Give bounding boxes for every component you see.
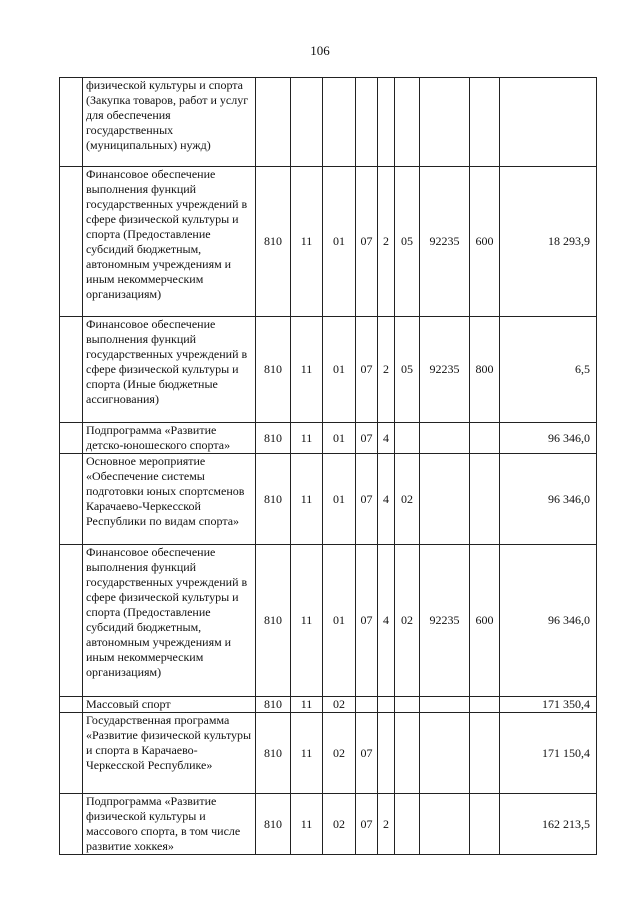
program-code-cell: 07 [356, 423, 378, 454]
program-code-cell: 07 [356, 713, 378, 794]
table-row [60, 713, 597, 794]
amount-cell: 96 346,0 [500, 545, 597, 697]
expense-type-code-cell: 600 [470, 167, 500, 317]
section-code-cell: 11 [291, 545, 323, 697]
subsection-code-cell: 01 [323, 167, 356, 317]
amount-cell: 96 346,0 [500, 423, 597, 454]
expense-type-code-cell [470, 78, 500, 167]
expense-code-cell [420, 423, 470, 454]
table-body [60, 78, 597, 855]
publisher-code-cell: 810 [256, 167, 291, 317]
subprogram-code-cell: 4 [378, 454, 395, 545]
subprogram-code-cell: 2 [378, 794, 395, 855]
item-name-cell: Основное мероприятие «Обеспечение системы подготовки юных спортсменов Карачаево-Черкесской Республики по видам спорта» [83, 454, 256, 545]
blank-index-cell [60, 454, 83, 545]
subprogram-code-cell: 2 [378, 167, 395, 317]
activity-code-cell [395, 794, 420, 855]
table-row [60, 794, 597, 855]
expense-code-cell [420, 78, 470, 167]
activity-code-cell [395, 697, 420, 713]
publisher-code-cell [256, 78, 291, 167]
subprogram-code-cell: 4 [378, 545, 395, 697]
expense-code-cell: 92235 [420, 317, 470, 423]
item-name-cell: Массовый спорт [83, 697, 256, 713]
activity-code-cell: 05 [395, 317, 420, 423]
subprogram-code-cell [378, 697, 395, 713]
budget-table [59, 77, 597, 855]
table-row [60, 423, 597, 454]
publisher-code-cell: 810 [256, 317, 291, 423]
program-code-cell: 07 [356, 167, 378, 317]
expense-type-code-cell [470, 423, 500, 454]
section-code-cell: 11 [291, 454, 323, 545]
subsection-code-cell: 01 [323, 454, 356, 545]
subsection-code-cell: 01 [323, 423, 356, 454]
table-row [60, 317, 597, 423]
program-code-cell [356, 697, 378, 713]
activity-code-cell [395, 78, 420, 167]
blank-index-cell [60, 423, 83, 454]
subsection-code-cell: 01 [323, 545, 356, 697]
item-name-cell: Финансовое обеспечение выполнения функций государственных учреждений в сфере физической культуры и спорта (Иные бюджетные ассигнования) [83, 317, 256, 423]
amount-cell: 18 293,9 [500, 167, 597, 317]
subsection-code-cell [323, 78, 356, 167]
section-code-cell: 11 [291, 317, 323, 423]
publisher-code-cell: 810 [256, 454, 291, 545]
expense-type-code-cell: 800 [470, 317, 500, 423]
item-name-cell: Подпрограмма «Развитие физической культуры и массового спорта, в том числе развитие хоккея» [83, 794, 256, 855]
publisher-code-cell: 810 [256, 697, 291, 713]
amount-cell: 96 346,0 [500, 454, 597, 545]
activity-code-cell: 05 [395, 167, 420, 317]
section-code-cell: 11 [291, 167, 323, 317]
amount-cell: 162 213,5 [500, 794, 597, 855]
blank-index-cell [60, 713, 83, 794]
subsection-code-cell: 02 [323, 713, 356, 794]
section-code-cell: 11 [291, 713, 323, 794]
table-row [60, 167, 597, 317]
item-name-cell: Финансовое обеспечение выполнения функций государственных учреждений в сфере физической культуры и спорта (Предоставление субсидий бюджетным, автономным учреждениям и иным некоммерческим организациям) [83, 167, 256, 317]
section-code-cell: 11 [291, 423, 323, 454]
publisher-code-cell: 810 [256, 713, 291, 794]
expense-type-code-cell [470, 454, 500, 545]
amount-cell: 171 150,4 [500, 713, 597, 794]
publisher-code-cell: 810 [256, 423, 291, 454]
section-code-cell: 11 [291, 794, 323, 855]
expense-code-cell [420, 713, 470, 794]
blank-index-cell [60, 545, 83, 697]
expense-type-code-cell [470, 697, 500, 713]
amount-cell: 171 350,4 [500, 697, 597, 713]
table-row [60, 545, 597, 697]
subprogram-code-cell: 2 [378, 317, 395, 423]
subsection-code-cell: 02 [323, 697, 356, 713]
expense-code-cell: 92235 [420, 167, 470, 317]
program-code-cell: 07 [356, 317, 378, 423]
activity-code-cell: 02 [395, 454, 420, 545]
publisher-code-cell: 810 [256, 794, 291, 855]
program-code-cell [356, 78, 378, 167]
subprogram-code-cell: 4 [378, 423, 395, 454]
blank-index-cell [60, 794, 83, 855]
activity-code-cell [395, 713, 420, 794]
section-code-cell: 11 [291, 697, 323, 713]
activity-code-cell: 02 [395, 545, 420, 697]
expense-code-cell [420, 454, 470, 545]
expense-type-code-cell [470, 794, 500, 855]
page-number: 106 [310, 43, 330, 58]
program-code-cell: 07 [356, 545, 378, 697]
blank-index-cell [60, 317, 83, 423]
item-name-cell: Подпрограмма «Развитие детско-юношеского спорта» [83, 423, 256, 454]
expense-code-cell [420, 697, 470, 713]
expense-type-code-cell: 600 [470, 545, 500, 697]
subprogram-code-cell [378, 78, 395, 167]
program-code-cell: 07 [356, 454, 378, 545]
table-row [60, 697, 597, 713]
subprogram-code-cell [378, 713, 395, 794]
table-row [60, 454, 597, 545]
activity-code-cell [395, 423, 420, 454]
item-name-cell: физической культуры и спорта (Закупка товаров, работ и услуг для обеспечения государственных (муниципальных) нужд) [83, 78, 256, 167]
amount-cell: 6,5 [500, 317, 597, 423]
blank-index-cell [60, 167, 83, 317]
amount-cell [500, 78, 597, 167]
program-code-cell: 07 [356, 794, 378, 855]
item-name-cell: Государственная программа «Развитие физической культуры и спорта в Карачаево-Черкесской Республике» [83, 713, 256, 794]
expense-code-cell: 92235 [420, 545, 470, 697]
section-code-cell [291, 78, 323, 167]
expense-code-cell [420, 794, 470, 855]
publisher-code-cell: 810 [256, 545, 291, 697]
item-name-cell: Финансовое обеспечение выполнения функций государственных учреждений в сфере физической культуры и спорта (Предоставление субсидий бюджетным, автономным учреждениям и иным некоммерческим организациям) [83, 545, 256, 697]
subsection-code-cell: 01 [323, 317, 356, 423]
table-row [60, 78, 597, 167]
subsection-code-cell: 02 [323, 794, 356, 855]
blank-index-cell [60, 78, 83, 167]
expense-type-code-cell [470, 713, 500, 794]
blank-index-cell [60, 697, 83, 713]
